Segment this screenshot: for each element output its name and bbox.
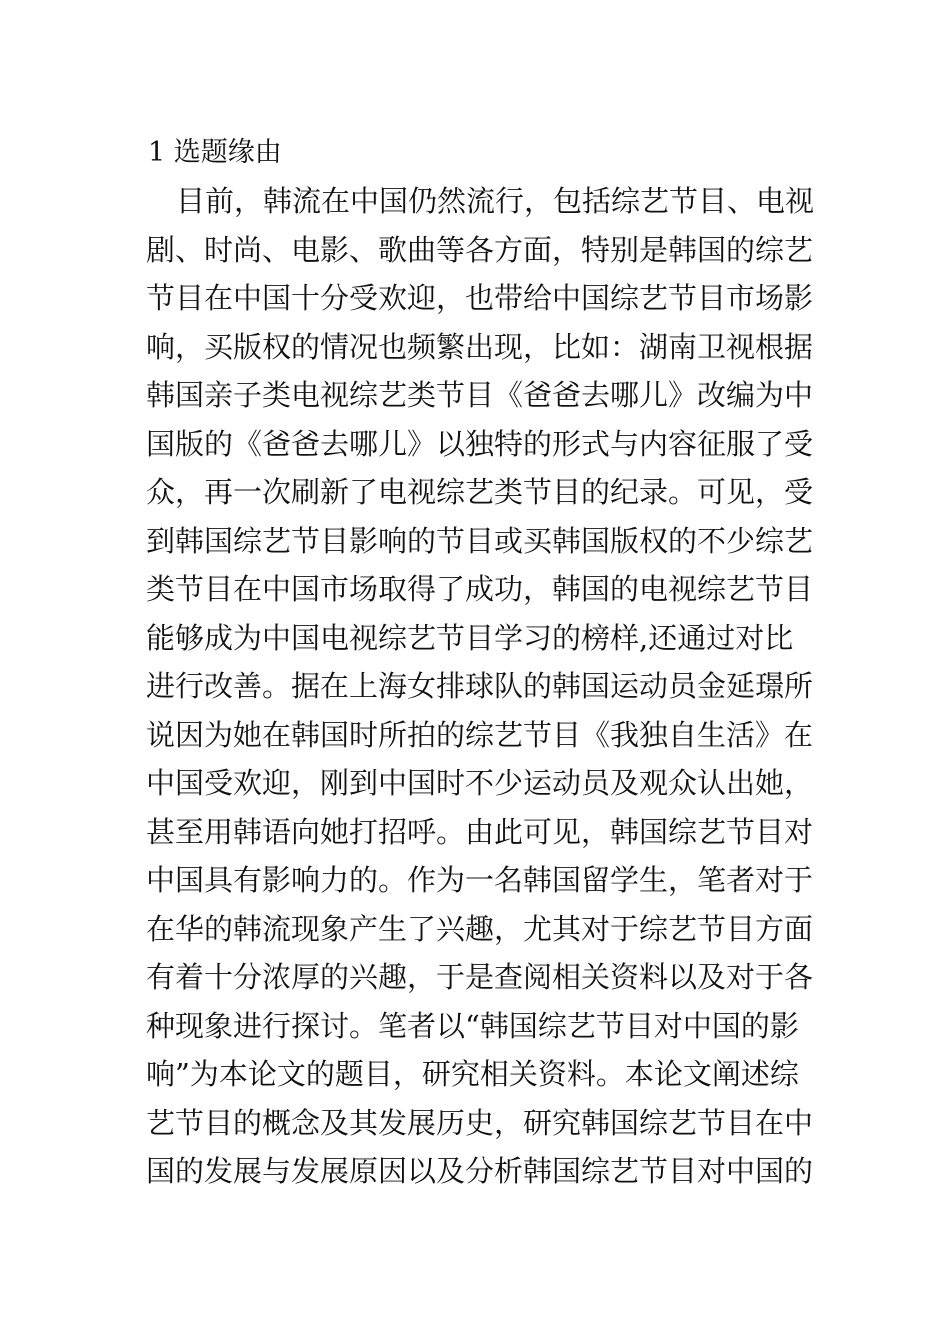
paragraph-line: 在华的韩流现象产生了兴趣，尤其对于综艺节目方面: [146, 911, 814, 946]
paragraph-line: 众，再一次刷新了电视综艺类节目的纪录。可见，受: [146, 475, 814, 509]
paragraph-line: 说因为她在韩国时所拍的综艺节目《我独自生活》在: [146, 717, 814, 752]
paragraph-line: 国的发展与发展原因以及分析韩国综艺节目对中国的: [146, 1154, 814, 1188]
paragraph-line: 中国受欢迎，刚到中国时不少运动员及观众认出她，: [146, 766, 814, 800]
paragraph-line: 韩国亲子类电视综艺类节目《爸爸去哪儿》改编为中: [146, 378, 814, 412]
paragraph-line: 节目在中国十分受欢迎，也带给中国综艺节目市场影: [146, 281, 814, 315]
section-heading: 1 选题缘由: [148, 137, 282, 168]
paragraph-line: 艺节目的概念及其发展历史，研究韩国综艺节目在中: [146, 1105, 814, 1140]
paragraph-line: 甚至用韩语向她打招呼。由此可见，韩国综艺节目对: [146, 814, 814, 849]
paragraph-line: 剧、时尚、电影、歌曲等各方面，特别是韩国的综艺: [146, 232, 814, 267]
paragraph-line: 到韩国综艺节目影响的节目或买韩国版权的不少综艺: [146, 523, 814, 558]
body-paragraph: [146, 177, 816, 1196]
paragraph-line: 进行改善。据在上海女排球队的韩国运动员金延璟所: [146, 669, 814, 703]
paragraph-line: 目前，韩流在中国仍然流行，包括综艺节目、电视: [176, 184, 815, 218]
paragraph-line: 能够成为中国电视综艺节目学习的榜样,还通过对比: [146, 620, 794, 655]
paragraph-line: 有着十分浓厚的兴趣，于是查阅相关资料以及对于各: [146, 960, 814, 994]
paragraph-line: 类节目在中国市场取得了成功，韩国的电视综艺节目: [146, 572, 814, 606]
paragraph-line: 响，买版权的情况也频繁出现，比如：湖南卫视根据: [146, 329, 814, 364]
paragraph-line: 响”为本论文的题目，研究相关资料。本论文阐述综: [146, 1057, 799, 1091]
paragraph-line: 国版的《爸爸去哪儿》以独特的形式与内容征服了受: [146, 426, 814, 461]
paragraph-line: 种现象进行探讨。笔者以“韩国综艺节目对中国的影: [146, 1008, 799, 1043]
paragraph-line: 中国具有影响力的。作为一名韩国留学生，笔者对于: [146, 863, 814, 897]
